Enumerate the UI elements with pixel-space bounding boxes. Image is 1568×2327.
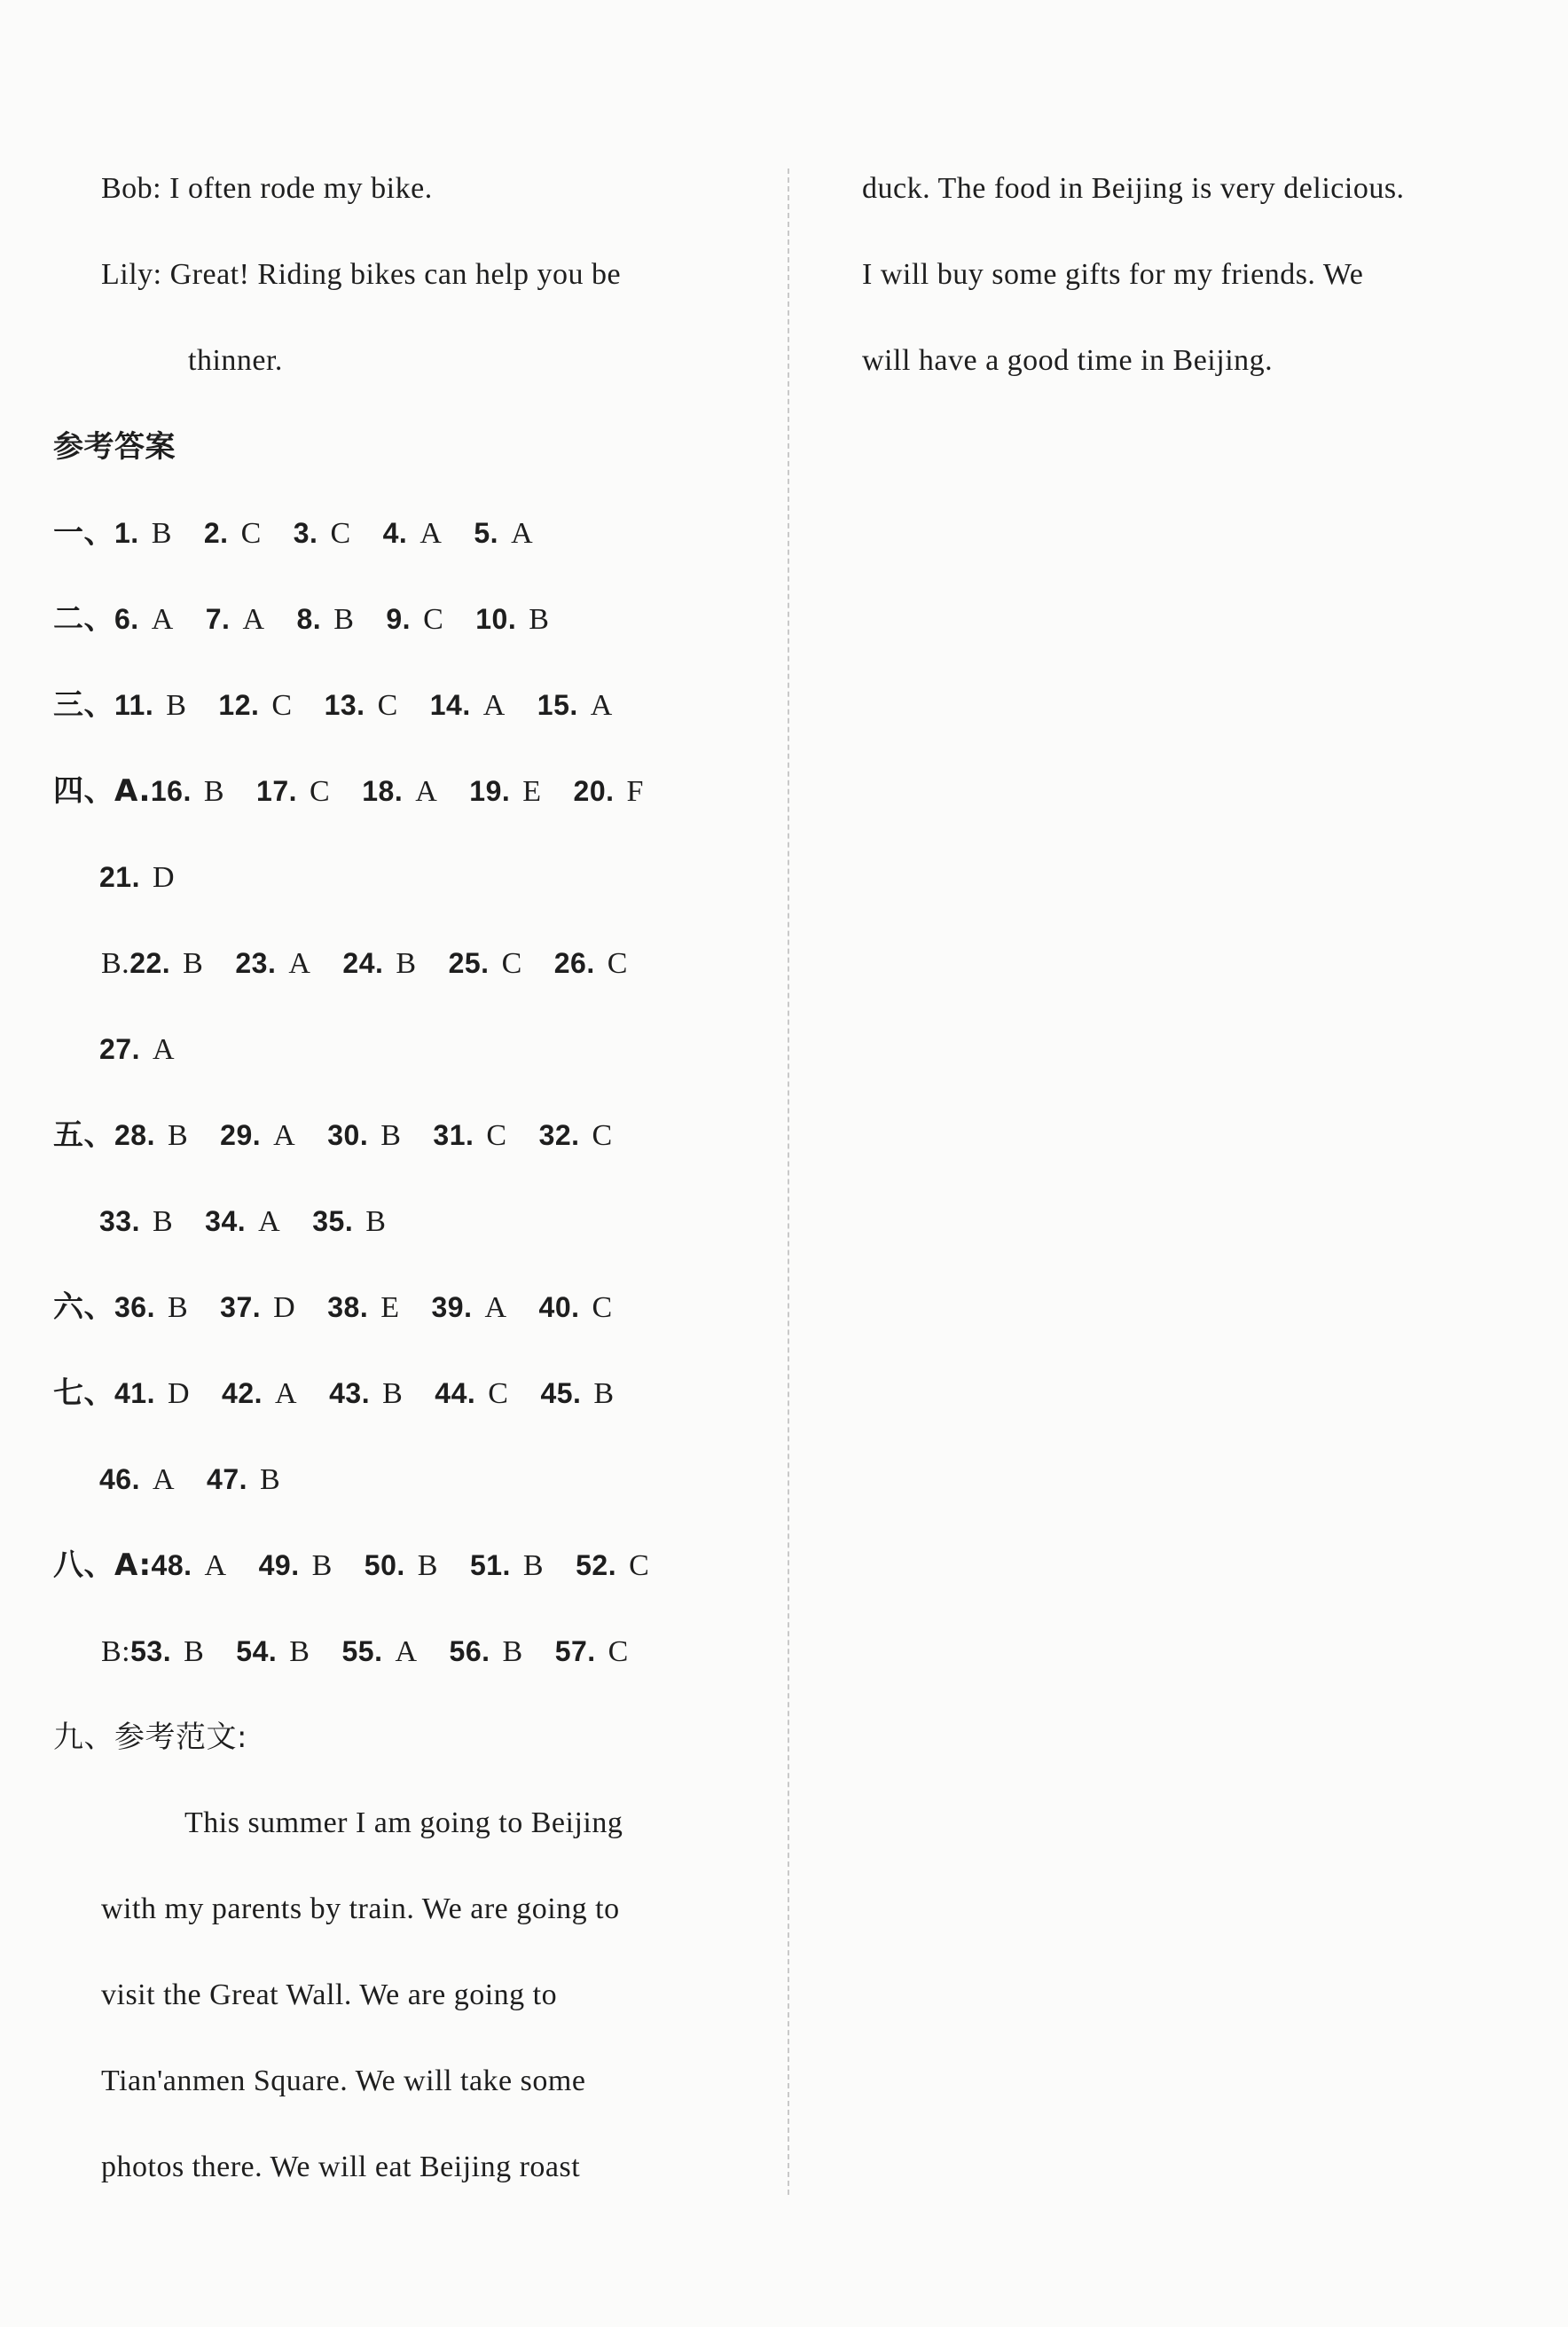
answer-option: B xyxy=(502,1635,523,1668)
answer-option: C xyxy=(423,603,444,636)
essay-line: will have a good time in Beijing. xyxy=(862,344,1274,377)
question-number: 5. xyxy=(474,517,499,549)
question-number: 10. xyxy=(475,603,517,635)
question-number: 17. xyxy=(256,775,298,807)
dialogue-line-bob: Bob: I often rode my bike. xyxy=(101,172,433,205)
question-number: 44. xyxy=(435,1377,476,1409)
question-number: 13. xyxy=(324,689,365,721)
answer-option: A xyxy=(151,603,174,636)
answer-option: C xyxy=(629,1549,650,1582)
answer-row xyxy=(53,1536,754,1622)
answer-row xyxy=(53,762,754,848)
answer-option: A xyxy=(484,1291,507,1324)
question-number: 30. xyxy=(327,1119,369,1151)
answer-option: A xyxy=(152,1033,176,1066)
question-number: 46. xyxy=(99,1463,140,1495)
answer-option: A xyxy=(482,689,506,722)
question-number: 49. xyxy=(258,1549,300,1581)
answer-option: B xyxy=(183,947,204,980)
question-number: 55. xyxy=(341,1635,383,1667)
answer-row xyxy=(53,590,754,676)
answer-row xyxy=(53,676,754,762)
question-number: 8. xyxy=(296,603,322,635)
answers-heading: 参考答案 xyxy=(53,429,176,465)
answer-row xyxy=(53,1278,754,1364)
answer-option: B xyxy=(522,1549,545,1582)
question-number: 38. xyxy=(327,1291,369,1323)
answer-section-prefix: 三、 xyxy=(53,687,114,723)
question-number: 16. xyxy=(150,775,192,807)
question-number: 35. xyxy=(312,1205,354,1237)
answer-option: A xyxy=(204,1549,227,1582)
question-number: 15. xyxy=(537,689,578,721)
answer-option: C xyxy=(488,1377,509,1410)
question-number: 51. xyxy=(469,1549,511,1581)
question-number: 7. xyxy=(205,603,231,635)
answer-row xyxy=(53,848,754,934)
answer-row xyxy=(53,1364,754,1450)
question-number: 1. xyxy=(114,517,139,549)
question-number: 37. xyxy=(220,1291,262,1323)
question-number: 47. xyxy=(207,1463,248,1495)
answer-option: A xyxy=(395,1635,418,1668)
question-number: 26. xyxy=(553,947,595,979)
answer-option: C xyxy=(607,947,628,980)
answer-option: A xyxy=(152,1463,176,1496)
answer-option: B xyxy=(382,1377,404,1410)
question-number: 33. xyxy=(99,1205,140,1237)
question-number: 19. xyxy=(469,775,511,807)
question-number: 9. xyxy=(386,603,412,635)
dialogue-line-lily: Lily: Great! Riding bikes can help you be xyxy=(101,258,622,291)
dialogue-line-continued: thinner. xyxy=(188,344,283,377)
answer-option: F xyxy=(626,775,644,808)
answer-option: A xyxy=(242,603,265,636)
answer-option: C xyxy=(310,775,331,808)
question-number: 12. xyxy=(218,689,260,721)
answer-option: B xyxy=(380,1119,402,1152)
essay-line: Tian'anmen Square. We will take some xyxy=(101,2065,586,2097)
essay-line: photos there. We will eat Beijing roast xyxy=(101,2151,581,2183)
question-number: 11. xyxy=(114,689,154,721)
question-number: 21. xyxy=(99,861,140,893)
answer-option: A xyxy=(419,517,443,550)
answer-option: C xyxy=(592,1119,613,1152)
question-number: 36. xyxy=(114,1291,155,1323)
answer-option: B xyxy=(167,1119,189,1152)
answer-option: A xyxy=(258,1205,281,1238)
question-number: 25. xyxy=(448,947,490,979)
answer-row xyxy=(53,1192,754,1278)
essay-line: This summer I am going to Beijing xyxy=(184,1806,623,1839)
answer-option: C xyxy=(271,689,293,722)
question-number: 27. xyxy=(99,1033,140,1065)
answer-option: C xyxy=(501,947,522,980)
answer-section-prefix: 五、 xyxy=(53,1117,114,1153)
answer-option: A xyxy=(415,775,438,808)
question-number: 39. xyxy=(431,1291,473,1323)
answer-section-prefix: 七、 xyxy=(53,1375,114,1411)
answer-option: B xyxy=(593,1377,615,1410)
answer-option: D xyxy=(273,1291,296,1324)
question-number: 18. xyxy=(362,775,404,807)
question-number: 4. xyxy=(382,517,408,549)
essay-line: with my parents by train. We are going to xyxy=(101,1892,620,1925)
question-number: 42. xyxy=(222,1377,263,1409)
answer-option: A xyxy=(275,1377,298,1410)
essay-line: duck. The food in Beijing is very delicious. xyxy=(862,172,1405,205)
question-number: 56. xyxy=(449,1635,490,1667)
question-number: 41. xyxy=(114,1377,155,1409)
answer-section-prefix: B: xyxy=(101,1635,131,1668)
answer-option: B xyxy=(396,947,417,980)
answer-row xyxy=(53,1450,754,1536)
question-number: 57. xyxy=(554,1635,596,1667)
answer-section-prefix: 一、 xyxy=(53,515,114,551)
question-number: 23. xyxy=(235,947,277,979)
question-number: 24. xyxy=(342,947,384,979)
answer-option: B xyxy=(167,1291,189,1324)
question-number: 52. xyxy=(576,1549,617,1581)
question-number: 2. xyxy=(203,517,229,549)
answer-option: B xyxy=(529,603,550,636)
answer-row xyxy=(53,1106,754,1192)
answer-option: B xyxy=(289,1635,310,1668)
answer-option: E xyxy=(522,775,542,808)
question-number: 43. xyxy=(329,1377,371,1409)
right-column xyxy=(862,160,1518,418)
answer-row xyxy=(53,1622,754,1708)
question-number: 32. xyxy=(538,1119,580,1151)
question-number: 53. xyxy=(130,1635,172,1667)
answer-option: B xyxy=(333,603,355,636)
answer-option: D xyxy=(167,1377,191,1410)
answer-option: B xyxy=(311,1549,333,1582)
answer-option: C xyxy=(377,689,398,722)
column-divider xyxy=(788,168,789,2195)
answer-option: C xyxy=(608,1635,629,1668)
question-number: 40. xyxy=(538,1291,580,1323)
answer-option: A xyxy=(590,689,613,722)
answer-list xyxy=(53,504,754,1708)
question-number: 48. xyxy=(151,1549,192,1581)
question-number: 34. xyxy=(205,1205,247,1237)
answer-option: B xyxy=(417,1549,438,1582)
question-number: 3. xyxy=(293,517,318,549)
question-number: 20. xyxy=(573,775,615,807)
answer-row xyxy=(53,934,754,1020)
question-number: 45. xyxy=(540,1377,582,1409)
essay-heading: 九、参考范文: xyxy=(53,1720,247,1755)
answer-row xyxy=(53,1020,754,1106)
answer-option: B xyxy=(152,1205,174,1238)
answer-option: A xyxy=(288,947,311,980)
essay-line: visit the Great Wall. We are going to xyxy=(101,1978,558,2011)
answer-option: B xyxy=(151,517,172,550)
answer-option: B xyxy=(260,1463,281,1496)
question-number: 6. xyxy=(114,603,139,635)
answer-row xyxy=(53,504,754,590)
question-number: 28. xyxy=(114,1119,155,1151)
answer-option: B xyxy=(203,775,225,808)
left-column xyxy=(53,160,754,2224)
answer-section-prefix: 二、 xyxy=(53,601,114,637)
question-number: 14. xyxy=(429,689,471,721)
answer-option: D xyxy=(152,861,176,894)
question-number: 54. xyxy=(236,1635,278,1667)
answer-option: C xyxy=(240,517,262,550)
answer-section-prefix: 六、 xyxy=(53,1289,114,1325)
question-number: 29. xyxy=(220,1119,262,1151)
answer-section-prefix: 四、A. xyxy=(53,773,151,809)
answer-option: B xyxy=(166,689,187,722)
answer-option: B xyxy=(184,1635,205,1668)
answer-section-prefix: 八、A: xyxy=(53,1547,152,1583)
question-number: 22. xyxy=(129,947,171,979)
answer-option: A xyxy=(273,1119,296,1152)
question-number: 31. xyxy=(433,1119,474,1151)
answer-option: C xyxy=(486,1119,507,1152)
answer-option: C xyxy=(592,1291,613,1324)
answer-option: C xyxy=(330,517,351,550)
question-number: 50. xyxy=(364,1549,405,1581)
answer-option: E xyxy=(380,1291,400,1324)
essay-line: I will buy some gifts for my friends. We xyxy=(862,258,1364,291)
answer-section-prefix: B. xyxy=(101,947,130,980)
answer-option: B xyxy=(365,1205,387,1238)
answer-option: A xyxy=(511,517,534,550)
